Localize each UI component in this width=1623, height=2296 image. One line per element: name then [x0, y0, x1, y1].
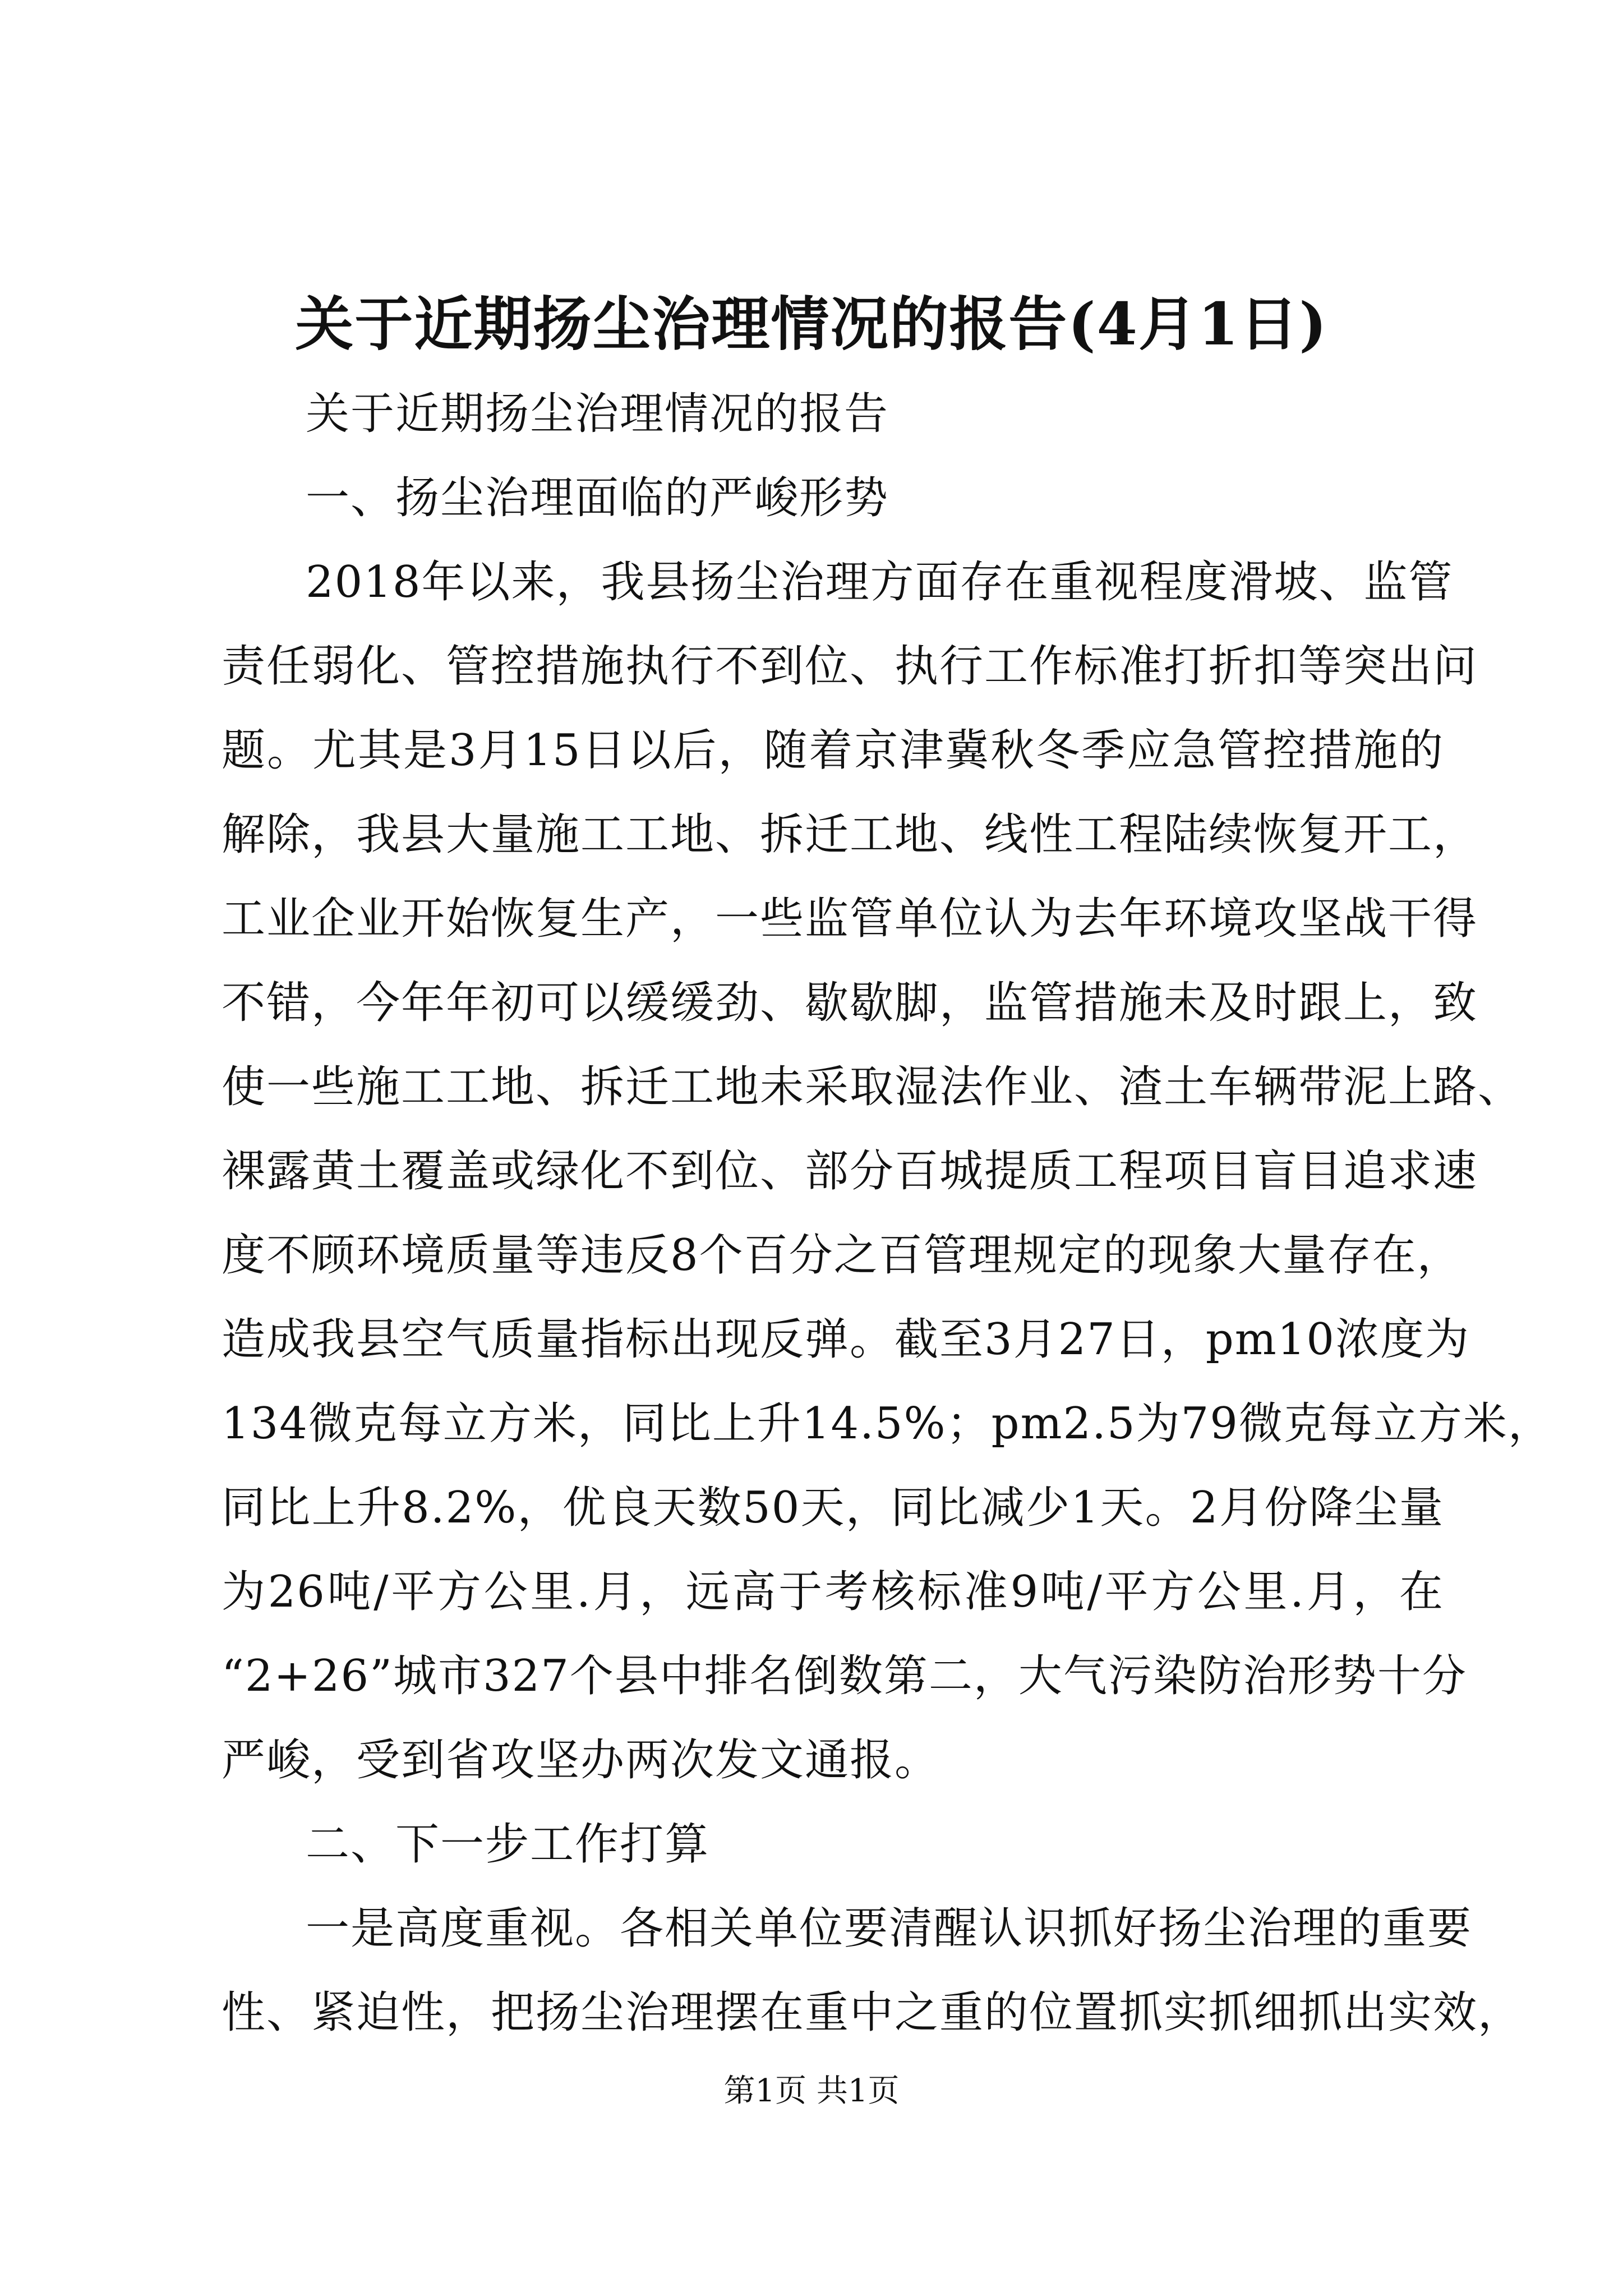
paragraph-line: 造成我县空气质量指标出现反弹。截至3月27日，pm10浓度为: [222, 1314, 1470, 1365]
page-number-footer: 第1页 共1页: [723, 2073, 900, 2109]
paragraph-line: 为26吨/平方公里.月，远高于考核标准9吨/平方公里.月，在: [222, 1567, 1444, 1617]
section-heading: 一、扬尘治理面临的严峻形势: [306, 473, 889, 523]
paragraph-line: 使一些施工工地、拆迁工地未采取湿法作业、渣土车辆带泥上路、: [222, 1062, 1523, 1112]
paragraph-line: 度不顾环境质量等违反8个百分之百管理规定的现象大量存在，: [222, 1230, 1462, 1281]
paragraph-line: 同比上升8.2%，优良天数50天，同比减少1天。2月份降尘量: [222, 1483, 1444, 1533]
paragraph-line: 严峻，受到省攻坚办两次发文通报。: [222, 1735, 940, 1786]
paragraph-line: “2+26”城市327个县中排名倒数第二，大气污染防治形势十分: [222, 1651, 1467, 1701]
paragraph-line: 工业企业开始恢复生产，一些监管单位认为去年环境攻坚战干得: [222, 894, 1478, 944]
document-title: 关于近期扬尘治理情况的报告(4月1日): [295, 289, 1328, 358]
paragraph-line: 2018年以来，我县扬尘治理方面存在重视程度滑坡、监管: [306, 557, 1454, 608]
paragraph-line: 134微克每立方米，同比上升14.5%；pm2.5为79微克每立方米，: [222, 1398, 1553, 1449]
paragraph-line: 题。尤其是3月15日以后，随着京津冀秋冬季应急管控措施的: [222, 725, 1444, 776]
section-heading: 二、下一步工作打算: [306, 1819, 710, 1870]
paragraph-line: 一是高度重视。各相关单位要清醒认识抓好扬尘治理的重要: [306, 1903, 1473, 1954]
paragraph-line: 责任弱化、管控措施执行不到位、执行工作标准打折扣等突出问: [222, 641, 1478, 692]
paragraph-line: 裸露黄土覆盖或绿化不到位、部分百城提质工程项目盲目追求速: [222, 1146, 1478, 1197]
subtitle-line: 关于近期扬尘治理情况的报告: [306, 389, 889, 439]
paragraph-line: 解除，我县大量施工工地、拆迁工地、线性工程陆续恢复开工，: [222, 809, 1478, 860]
paragraph-line: 不错，今年年初可以缓缓劲、歇歇脚，监管措施未及时跟上，致: [222, 978, 1478, 1028]
paragraph-line: 性、紧迫性，把扬尘治理摆在重中之重的位置抓实抓细抓出实效，: [222, 1987, 1523, 2038]
